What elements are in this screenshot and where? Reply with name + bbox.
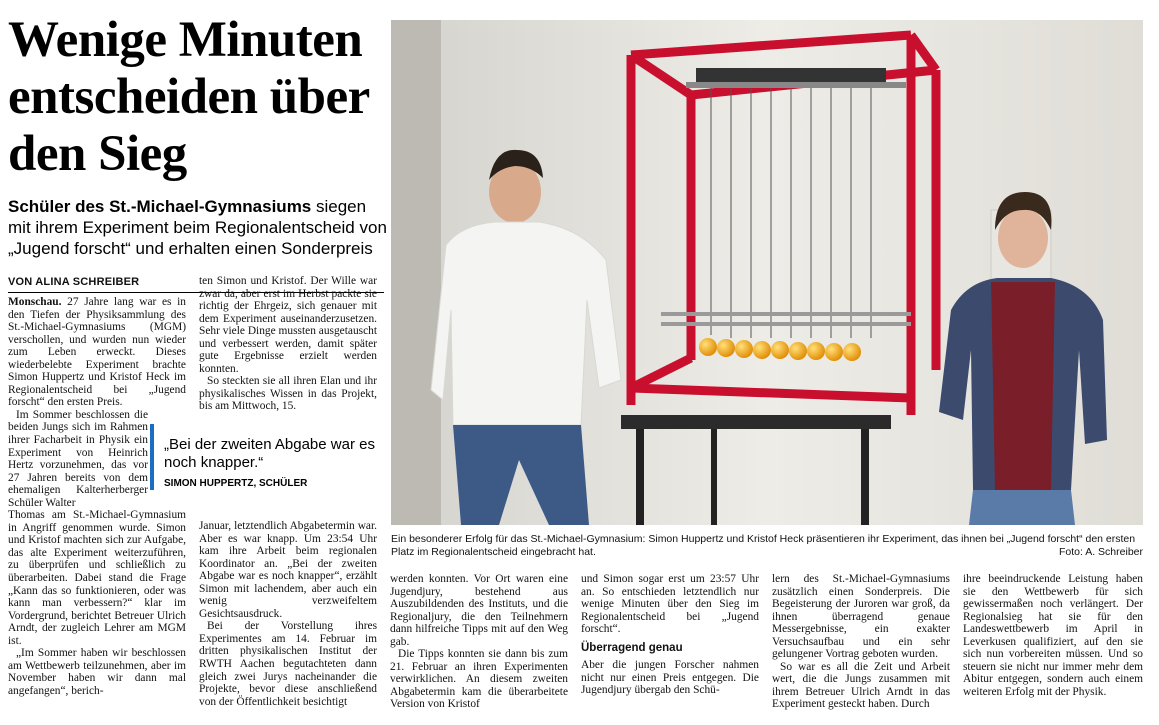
photo-caption (391, 533, 1143, 559)
article-photo (391, 20, 1143, 525)
paragraph: ten Simon und Kristof. Der Wille war zwar da, aber erst im Herbst packte sie richtig der Ehrgeiz, sich genauer mit dem Experiment auseinanderzusetzen. Sehr viele Dinge mussten ausgetauscht und verbessert werden, damit später gute Ergebnisse erzielt werden konnten. (199, 275, 377, 375)
paragraph: So steckten sie all ihren Elan und ihr physikalisches Wissen in das Projekt, bis am Mittwoch, 15. (199, 375, 377, 413)
dateline: Monschau. (8, 296, 62, 308)
paragraph: „Im Sommer haben wir beschlossen am Wettbewerb teilzunehmen, aber im November haben wir dann mal angefangen“, berich- (8, 647, 186, 697)
article-column-3 (390, 573, 568, 711)
paragraph: So war es all die Zeit und Arbeit wert, die die Jungs zusammen mit ihrem Betreuer Ulrich Arndt in das Experiment gesteckt haben. Durch (772, 660, 950, 711)
paragraph: Monschau. 27 Jahre lang war es in den Tiefen der Physiksammlung des St.-Michael-Gymnasiums (MGM) verschollen, und wurden nun wieder zum Leben erweckt. Dieses wiederbelebte Experiment brachte Simon Huppertz und Kristof Heck im Regionalentscheid bei „Jugend forscht“ den ersten Preis. (8, 296, 186, 409)
article-column-4 (581, 573, 759, 697)
article-column-2-top (199, 275, 377, 413)
article-column-2-bottom (199, 520, 377, 708)
article-column-1 (8, 296, 186, 698)
section-subhead: Überragend genau (581, 641, 683, 654)
paragraph: Aber die jungen Forscher nahmen nicht nur einen Preis entgegen. Die Jugendjury übergab den Schü- (581, 659, 759, 697)
photo-illustration (391, 20, 1143, 525)
quote-bar (150, 424, 154, 490)
paragraph: lern des St.-Michael-Gymnasiums zusätzlich einen Sonderpreis. Die Begeisterung der Juroren war groß, da ihnen überragend genaue Messergebnisse, ein exakter Versuchsaufbau und ein sehr gelungener Vortrag geboten wurden. (772, 573, 950, 661)
paragraph: und Simon sogar erst um 23:57 Uhr an. So entschieden letztendlich nur wenige Minuten über den Sieg im Regionalentscheid bei „Jugend forscht“. (581, 573, 759, 636)
paragraph: werden konnten. Vor Ort waren eine Jugendjury, bestehend aus Auszubildenden des Instituts, und die Regionaljury, die den Teilnehmern dann hilfreiche Tipps mit auf den Weg gab. (390, 573, 568, 648)
headline: Wenige Minuten entscheiden über den Sieg (8, 12, 369, 182)
article-column-5 (772, 573, 950, 711)
paragraph: ihre beeindruckende Leistung haben sie den Wettbewerb für sich gewissermaßen noch verlängert. Der Regionalsieg hat sie für den Landeswettbewerb im April in Leverkusen qualifiziert, auf den sie sich nun vorbereiten müssen. Und so steuern sie nicht nur immer mehr dem Abitur entgegen, sondern auch einem weiteren Erfolg mit der Physik. (963, 573, 1143, 698)
paragraph: Im Sommer beschlossen die beiden Jungs sich im Rahmen ihrer Facharbeit in Physik ein Experiment von Heinrich Hertz vorzunehmen, das vor 27 Jahren bereits von dem ehemaligen Kalterherberger Schüler Walter (8, 408, 148, 509)
quote-text: „Bei der zweiten Abgabe war es noch knapper.“ (164, 436, 375, 471)
subheadline-bold: Schüler des St.-Michael-Gymnasiums (8, 197, 312, 216)
byline: VON ALINA SCHREIBER (8, 276, 140, 288)
subheadline (8, 196, 388, 259)
paragraph: Januar, letztendlich Abgabetermin war. Aber es war knapp. Um 23:54 Uhr kam ihre Arbeit beim regionalen Koordinator an. „Bei der zweiten Abgabe war es noch knapper“, erzählt Simon mit lachendem, aber auch ein wenig verzweifeltem Gesichtsausdruck. (199, 520, 377, 620)
pull-quote (150, 424, 378, 490)
paragraph: Bei der Vorstellung ihres Experimentes am 14. Februar im dritten physikalischen Institut der RWTH Aachen begutachteten dann gleich zwei Jurys nacheinander die Projekte, bevor diese anschließend von der Öffentlichkeit besichtigt (199, 620, 377, 708)
subheadline-text: siegen mit ihrem Experiment beim Regionalentscheid von „Jugend forscht“ und erhalten einen Sonderpreis (8, 197, 387, 258)
paragraph: Die Tipps konnten sie dann bis zum 21. Februar an ihren Experimenten verwirklichen. An diesem zweiten Abgabetermin kam die überarbeitete Version von Kristof (390, 648, 568, 711)
caption-text: Ein besonderer Erfolg für das St.-Michael-Gymnasium: Simon Huppertz und Kristof Heck präsentieren ihr Experiment, das ihnen bei „Jugend forscht“ den ersten Platz im Regionalentscheid eingebracht hat. (391, 533, 1136, 558)
quote-author: SIMON HUPPERTZ, SCHÜLER (164, 478, 308, 489)
photo-credit: Foto: A. Schreiber (1058, 546, 1143, 558)
article-column-6 (963, 573, 1143, 698)
paragraph: Thomas am St.-Michael-Gymnasium in Angriff genommen wurde. Simon und Kristof machten sich zur Aufgabe, das alte Experiment weiterzuführen, zu überprüfen und schließlich zu überarbeiten. Dabei stand die Frage „Kann das so funktionieren, oder was kann man verbessern?“ klar im Vordergrund, berichtet Betreuer Ulrich Arndt, der zugleich Lehrer am MGM ist. (8, 509, 186, 647)
